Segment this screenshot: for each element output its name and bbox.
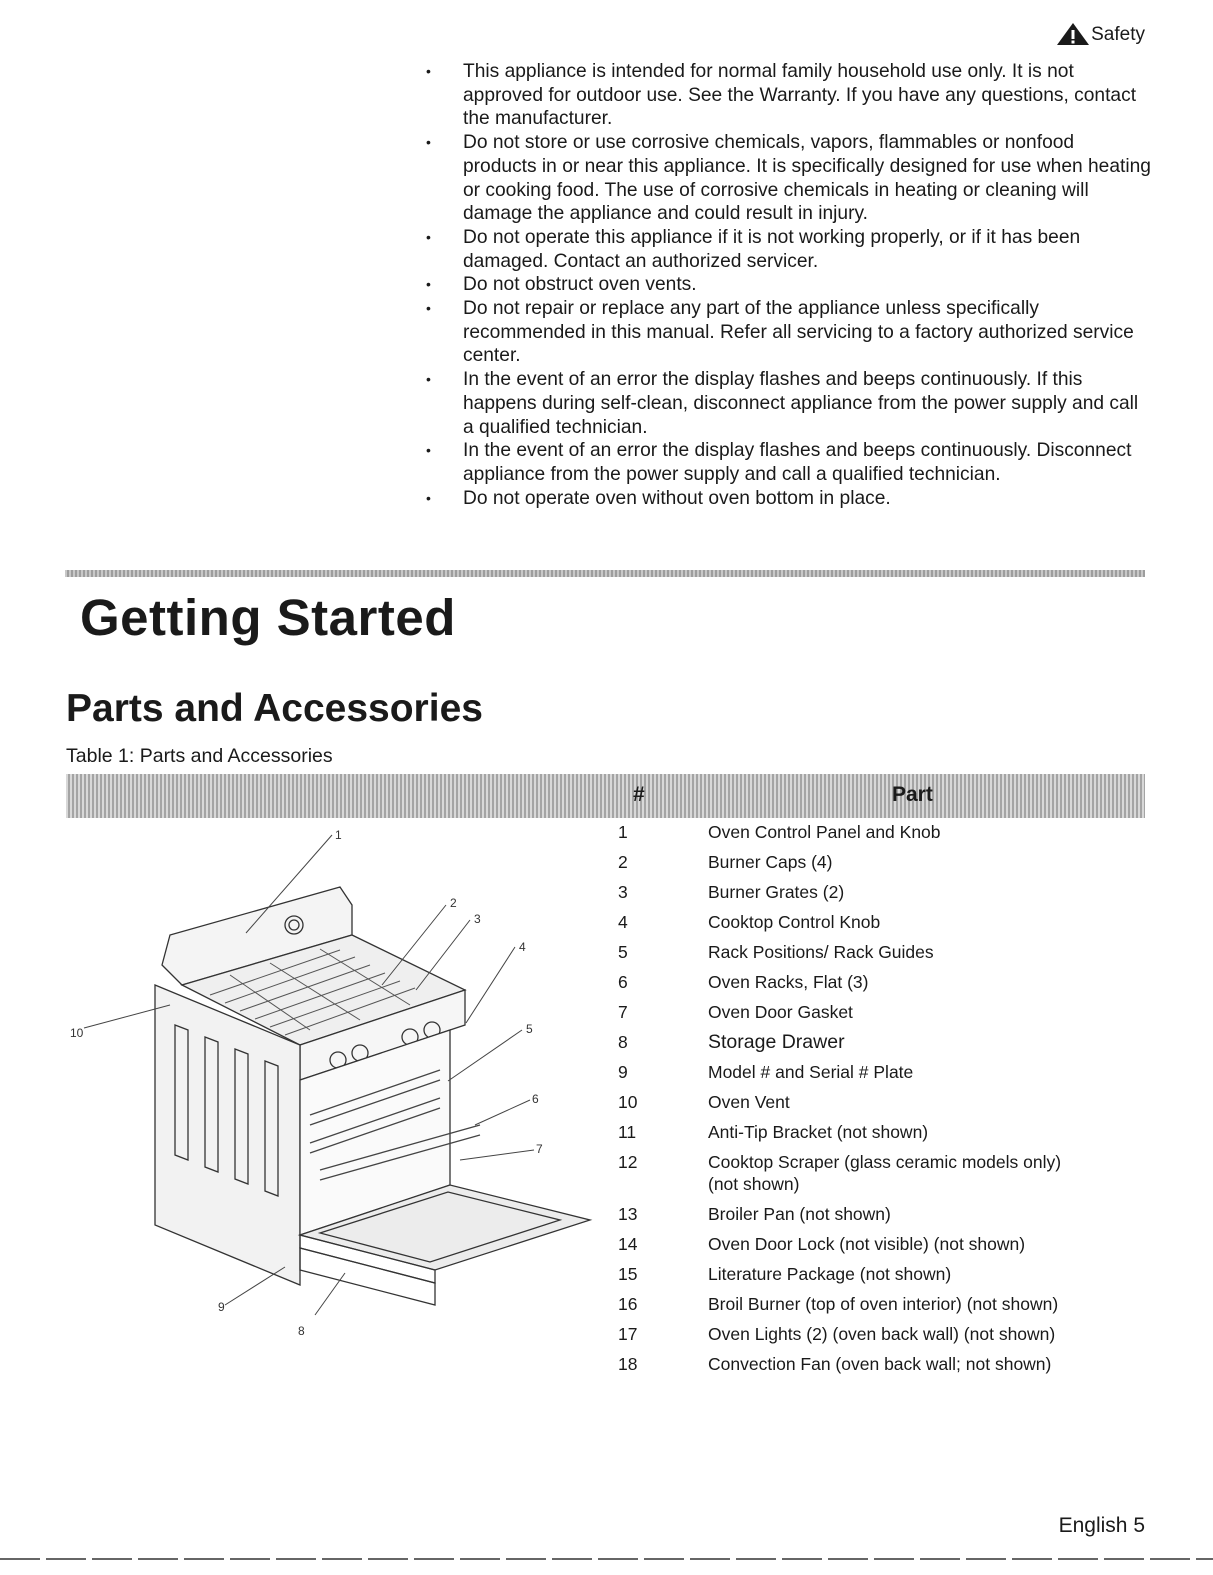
table-row [600,971,1160,1001]
part-name: Oven Door Lock (not visible) (not shown) [708,1234,1026,1254]
page-bottom-border [0,1558,1213,1560]
part-number: 3 [618,882,628,902]
callout-label: 10 [70,1026,84,1040]
part-name: Anti-Tip Bracket (not shown) [708,1122,929,1142]
part-number: 6 [618,972,628,992]
table-row [600,911,1160,941]
table-row [600,1263,1160,1293]
table-row [600,1121,1160,1151]
page-section-header [1056,22,1145,46]
table-row [600,881,1160,911]
table-row [600,1091,1160,1121]
table-row [600,1323,1160,1353]
table-row [600,821,1160,851]
part-name: Oven Racks, Flat (3) [708,972,869,992]
part-name: Oven Lights (2) (oven back wall) (not shown) [708,1324,1056,1344]
table-row [600,941,1160,971]
callout-label: 7 [536,1142,543,1156]
part-name: Burner Grates (2) [708,882,845,902]
part-name: Oven Vent [708,1092,790,1112]
part-number: 11 [618,1122,637,1142]
callout-label: 3 [474,912,481,926]
part-number: 10 [618,1092,638,1112]
column-header-part: Part [892,783,933,806]
table-row [600,1293,1160,1323]
section-divider [65,570,1145,577]
callout-label: 1 [335,828,342,842]
range-illustration [70,825,600,1355]
part-number: 8 [618,1032,628,1052]
part-number: 5 [618,942,628,962]
table-row [600,1001,1160,1031]
table-row [600,1353,1160,1383]
safety-bullet: • Do not obstruct oven vents. [422,273,1152,297]
column-header-number: # [633,783,645,806]
part-number: 1 [618,822,628,842]
safety-bullet: • Do not operate this appliance if it is not working properly, or if it has been damaged. Contact an authorized servicer. [422,226,1152,273]
part-name: Cooktop Control Knob [708,912,881,932]
part-name: Broiler Pan (not shown) [708,1204,891,1224]
table-header [66,774,1145,818]
table-row [600,1151,1160,1203]
part-number: 17 [618,1324,638,1344]
table-row [600,1061,1160,1091]
callout-label: 9 [218,1300,225,1314]
part-name: Burner Caps (4) [708,852,833,872]
table-row [600,1031,1160,1061]
table-row [600,1203,1160,1233]
safety-bullet: • This appliance is intended for normal family household use only. It is not approved for outdoor use. See the Warranty. If you have any questions, contact the manufacturer. [422,60,1152,131]
part-number: 12 [618,1152,638,1172]
callout-label: 5 [526,1022,533,1036]
callout-label: 4 [519,940,526,954]
safety-bullet-list [422,60,1152,510]
callout-label: 2 [450,896,457,910]
part-name: Literature Package (not shown) [708,1264,952,1284]
part-number: 16 [618,1294,638,1314]
part-name: Broil Burner (top of oven interior) (not shown) [708,1294,1059,1314]
warning-triangle-icon [1056,22,1090,46]
part-name: Rack Positions/ Rack Guides [708,942,934,962]
part-name: Oven Door Gasket [708,1002,853,1022]
part-number: 14 [618,1234,638,1254]
safety-bullet: • Do not store or use corrosive chemicals, vapors, flammables or nonfood products in or near this appliance. It is specifically designed for use when heating or cooking food. The use of corrosive chemicals in heating or cleaning will damage the appliance and could result in injury. [422,131,1152,226]
part-number: 9 [618,1062,628,1082]
part-name: Model # and Serial # Plate [708,1062,914,1082]
subsection-title: Parts and Accessories [66,687,483,730]
safety-bullet: • In the event of an error the display flashes and beeps continuously. If this happens during self-clean, disconnect appliance from the power supply and call a qualified technician. [422,368,1152,439]
part-number: 15 [618,1264,638,1284]
part-number: 18 [618,1354,638,1374]
part-name: Cooktop Scraper (glass ceramic models only) (not shown) [708,1152,1062,1194]
part-number: 7 [618,1002,628,1022]
part-name: Convection Fan (oven back wall; not shown) [708,1354,1052,1374]
section-label: Safety [1091,24,1145,45]
parts-table-body [600,821,1160,1383]
section-title: Getting Started [80,589,456,646]
safety-bullet: • Do not operate oven without oven bottom in place. [422,487,1152,511]
part-name: Storage Drawer [708,1031,845,1053]
table-row [600,1233,1160,1263]
part-number: 13 [618,1204,638,1224]
table-caption: Table 1: Parts and Accessories [66,745,333,767]
safety-bullet: • In the event of an error the display flashes and beeps continuously. Disconnect appliance from the power supply and call a qualified technician. [422,439,1152,486]
page-number: English 5 [1058,1514,1145,1537]
part-name: Oven Control Panel and Knob [708,822,941,842]
table-row [600,851,1160,881]
part-number: 4 [618,912,628,932]
callout-label: 6 [532,1092,539,1106]
callout-label: 8 [298,1324,305,1338]
safety-bullet: • Do not repair or replace any part of the appliance unless specifically recommended in this manual. Refer all servicing to a factory authorized service center. [422,297,1152,368]
part-number: 2 [618,852,628,872]
